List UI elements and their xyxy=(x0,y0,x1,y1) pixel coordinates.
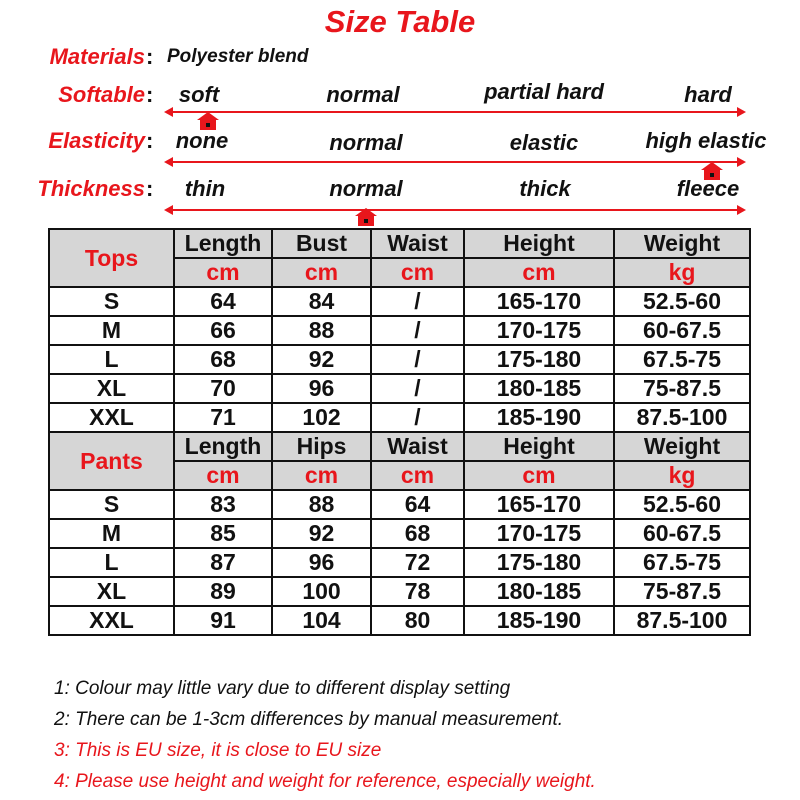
tops-row-xxl xyxy=(49,403,750,432)
tops-cell: / xyxy=(371,403,464,432)
pants-header-length: Length xyxy=(174,432,272,461)
tops-cell: 180-185 xyxy=(464,374,614,403)
pants-row-xxl xyxy=(49,606,750,635)
pants-header-height: Height xyxy=(464,432,614,461)
tops-cell: 60-67.5 xyxy=(614,316,750,345)
tops-cell: 70 xyxy=(174,374,272,403)
elasticity-arrow-right-icon xyxy=(737,157,746,167)
pants-header-row xyxy=(49,432,750,461)
elasticity-option-high-elastic: high elastic xyxy=(645,128,767,153)
thickness-option-normal: normal xyxy=(329,176,403,201)
thickness-label: Thickness xyxy=(37,176,145,201)
thickness-arrow-left-icon xyxy=(164,205,173,215)
pants-row-s xyxy=(49,490,750,519)
pants-cell: 175-180 xyxy=(464,548,614,577)
pants-unit-length: cm xyxy=(174,461,272,490)
pants-size: XXL xyxy=(49,606,174,635)
tops-header-waist: Waist xyxy=(371,229,464,258)
tops-cell: / xyxy=(371,316,464,345)
softable-colon: : xyxy=(146,82,154,107)
pants-cell: 180-185 xyxy=(464,577,614,606)
tops-cell: 67.5-75 xyxy=(614,345,750,374)
pants-row-l xyxy=(49,548,750,577)
pants-cell: 100 xyxy=(272,577,371,606)
pants-cell: 75-87.5 xyxy=(614,577,750,606)
note-item: 1: Colour may little vary due to different display setting xyxy=(54,678,511,699)
pants-cell: 80 xyxy=(371,606,464,635)
softable-arrow-left-icon xyxy=(164,107,173,117)
tops-row-xl xyxy=(49,374,750,403)
tops-cell: 75-87.5 xyxy=(614,374,750,403)
pants-row-m xyxy=(49,519,750,548)
pants-size: M xyxy=(49,519,174,548)
pants-cell: 185-190 xyxy=(464,606,614,635)
pants-header-waist: Waist xyxy=(371,432,464,461)
pants-unit-hips: cm xyxy=(272,461,371,490)
pants-cell: 170-175 xyxy=(464,519,614,548)
softable-option-hard: hard xyxy=(684,82,732,107)
tops-cell: 87.5-100 xyxy=(614,403,750,432)
pants-cell: 89 xyxy=(174,577,272,606)
tops-cell: 165-170 xyxy=(464,287,614,316)
tops-cell: 96 xyxy=(272,374,371,403)
pants-cell: 83 xyxy=(174,490,272,519)
tops-cell: / xyxy=(371,374,464,403)
pants-size: S xyxy=(49,490,174,519)
pants-unit-waist: cm xyxy=(371,461,464,490)
tops-unit-height: cm xyxy=(464,258,614,287)
tops-cell: 71 xyxy=(174,403,272,432)
size-table xyxy=(48,228,749,636)
tops-header-height: Height xyxy=(464,229,614,258)
elasticity-option-normal: normal xyxy=(329,130,403,155)
pants-cell: 85 xyxy=(174,519,272,548)
tops-cell: 185-190 xyxy=(464,403,614,432)
tops-cell: 88 xyxy=(272,316,371,345)
tops-cell: 175-180 xyxy=(464,345,614,374)
page-title: Size Table xyxy=(324,4,476,39)
tops-size: M xyxy=(49,316,174,345)
thickness-option-thick: thick xyxy=(519,176,571,201)
tops-cell: 92 xyxy=(272,345,371,374)
tops-cell: 170-175 xyxy=(464,316,614,345)
tops-size: S xyxy=(49,287,174,316)
note-item: 2: There can be 1-3cm differences by manual measurement. xyxy=(54,709,564,730)
tops-header-length: Length xyxy=(174,229,272,258)
elasticity-option-none: none xyxy=(175,128,229,153)
pants-category-label: Pants xyxy=(49,432,174,490)
pants-size: L xyxy=(49,548,174,577)
softable-option-normal: normal xyxy=(326,82,400,107)
tops-cell: 66 xyxy=(174,316,272,345)
tops-cell: / xyxy=(371,345,464,374)
notes-list xyxy=(54,673,794,797)
tops-category-label: Tops xyxy=(49,229,174,287)
pants-cell: 68 xyxy=(371,519,464,548)
tops-unit-length: cm xyxy=(174,258,272,287)
tops-cell: 102 xyxy=(272,403,371,432)
pants-cell: 87 xyxy=(174,548,272,577)
pants-cell: 64 xyxy=(371,490,464,519)
tops-unit-bust: cm xyxy=(272,258,371,287)
tops-unit-waist: cm xyxy=(371,258,464,287)
pants-row-xl xyxy=(49,577,750,606)
materials-value: Polyester blend xyxy=(167,46,309,67)
pants-cell: 104 xyxy=(272,606,371,635)
tops-header-bust: Bust xyxy=(272,229,371,258)
pants-cell: 87.5-100 xyxy=(614,606,750,635)
tops-header-weight: Weight xyxy=(614,229,750,258)
note-item: 4: Please use height and weight for reference, especially weight. xyxy=(54,771,596,792)
softable-label: Softable xyxy=(58,82,145,107)
thickness-marker-icon xyxy=(355,208,377,226)
thickness-option-thin: thin xyxy=(184,176,226,201)
tops-unit-weight: kg xyxy=(614,258,750,287)
pants-cell: 96 xyxy=(272,548,371,577)
pants-size: XL xyxy=(49,577,174,606)
pants-cell: 78 xyxy=(371,577,464,606)
elasticity-label: Elasticity xyxy=(48,128,145,153)
softable-arrow-right-icon xyxy=(737,107,746,117)
size-table-grid xyxy=(48,228,751,636)
tops-cell: 64 xyxy=(174,287,272,316)
pants-cell: 91 xyxy=(174,606,272,635)
thickness-arrow-right-icon xyxy=(737,205,746,215)
tops-row-m xyxy=(49,316,750,345)
thickness-option-fleece: fleece xyxy=(676,176,740,201)
pants-cell: 60-67.5 xyxy=(614,519,750,548)
tops-cell: / xyxy=(371,287,464,316)
pants-cell: 165-170 xyxy=(464,490,614,519)
tops-row-s xyxy=(49,287,750,316)
materials-colon: : xyxy=(146,44,154,69)
tops-cell: 84 xyxy=(272,287,371,316)
pants-cell: 67.5-75 xyxy=(614,548,750,577)
materials-label: Materials xyxy=(49,44,145,69)
pants-cell: 52.5-60 xyxy=(614,490,750,519)
pants-header-hips: Hips xyxy=(272,432,371,461)
elasticity-scale-line xyxy=(172,161,738,163)
pants-cell: 88 xyxy=(272,490,371,519)
elasticity-colon: : xyxy=(146,128,154,153)
pants-unit-height: cm xyxy=(464,461,614,490)
tops-size: XL xyxy=(49,374,174,403)
tops-cell: 68 xyxy=(174,345,272,374)
softable-option-partial-hard: partial hard xyxy=(484,79,604,104)
tops-size: XXL xyxy=(49,403,174,432)
tops-size: L xyxy=(49,345,174,374)
tops-row-l xyxy=(49,345,750,374)
tops-cell: 52.5-60 xyxy=(614,287,750,316)
softable-scale-line xyxy=(172,111,738,113)
elasticity-option-elastic: elastic xyxy=(509,130,579,155)
note-item: 3: This is EU size, it is close to EU size xyxy=(54,740,382,761)
pants-header-weight: Weight xyxy=(614,432,750,461)
pants-cell: 92 xyxy=(272,519,371,548)
softable-option-soft: soft xyxy=(178,82,220,107)
pants-unit-weight: kg xyxy=(614,461,750,490)
elasticity-arrow-left-icon xyxy=(164,157,173,167)
thickness-scale-line xyxy=(172,209,738,211)
pants-cell: 72 xyxy=(371,548,464,577)
thickness-colon: : xyxy=(146,176,154,201)
tops-header-row xyxy=(49,229,750,258)
